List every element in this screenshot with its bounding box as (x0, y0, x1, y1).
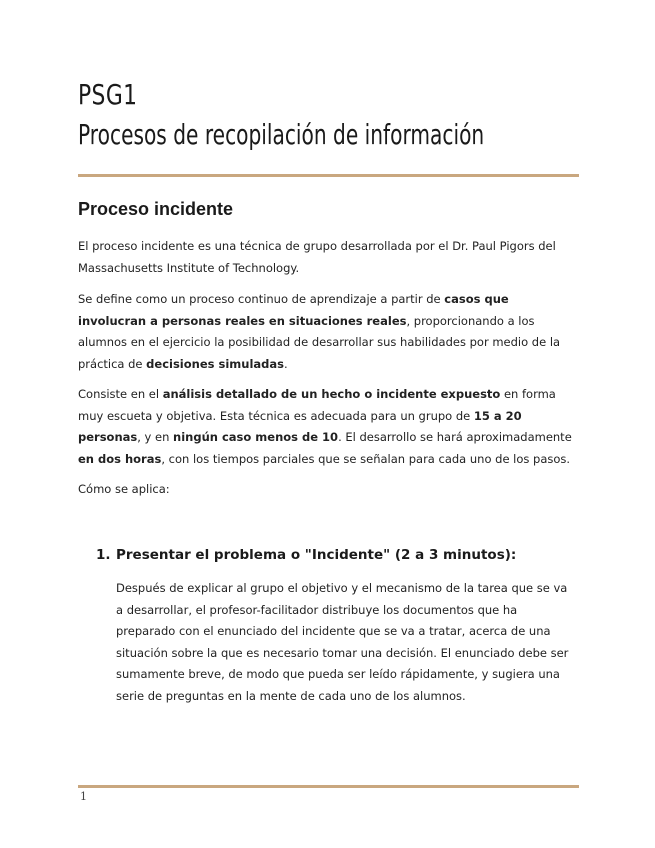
bottom-divider (78, 785, 579, 788)
text-span: Consiste en el (78, 387, 163, 401)
bold-span: en dos horas (78, 451, 162, 466)
section-heading: Proceso incidente (78, 199, 234, 219)
document-title: Procesos de recopilación de información (78, 118, 485, 151)
text-span: Se define como un proceso continuo de aprendizaje a partir de (78, 292, 445, 306)
text-span: en forma muy escueta y objetiva. Esta técnica es adecuada para un grupo de (78, 387, 556, 423)
text-span: , y en (137, 430, 174, 444)
step-title: Presentar el problema o "Incidente" (2 a 3 minutos): (116, 547, 517, 563)
text-span: , con los tiempos parciales que se señalan para cada uno de los pasos. (161, 451, 571, 466)
bold-span: decisiones simuladas (146, 356, 284, 371)
page-number: 1 (80, 790, 87, 803)
paragraph-description (78, 384, 578, 470)
bold-span: 15 a 20 personas (78, 408, 522, 444)
paragraph-definition (78, 289, 578, 375)
paragraph-how-to: Cómo se aplica: (78, 482, 170, 496)
text-span: , proporcionando a los alumnos en el ejercicio la posibilidad de desarrollar sus habilidades por medio de la práctica de (78, 313, 561, 371)
text-span: . (283, 356, 288, 371)
paragraph-intro: El proceso incidente es una técnica de grupo desarrollada por el Dr. Paul Pigors del Massachusetts Institute of Technology. (78, 239, 556, 275)
bold-span: casos que involucran a personas reales en situaciones reales (78, 292, 509, 328)
step-heading (96, 545, 516, 565)
step-body: Después de explicar al grupo el objetivo y el mecanismo de la tarea que se va a desarrollar, el profesor-facilitador distribuye los documentos que ha preparado con el enunciado del incidente que se va a tratar, acerca de una situación sobre la que es necesario tomar una decisión. El enunciado debe ser sumamente breve, de modo que pueda ser leído rápidamente, y sugiera una serie de preguntas en la mente de cada uno de los alumnos. (116, 581, 569, 703)
bold-span: análisis detallado de un hecho o incidente expuesto (162, 387, 501, 401)
text-span: . El desarrollo se hará aproximadamente (338, 430, 572, 444)
step-number: 1. (96, 547, 111, 563)
top-divider (78, 174, 579, 177)
document-code: PSG1 (78, 78, 138, 111)
bold-span: ningún caso menos de 10 (173, 430, 339, 444)
